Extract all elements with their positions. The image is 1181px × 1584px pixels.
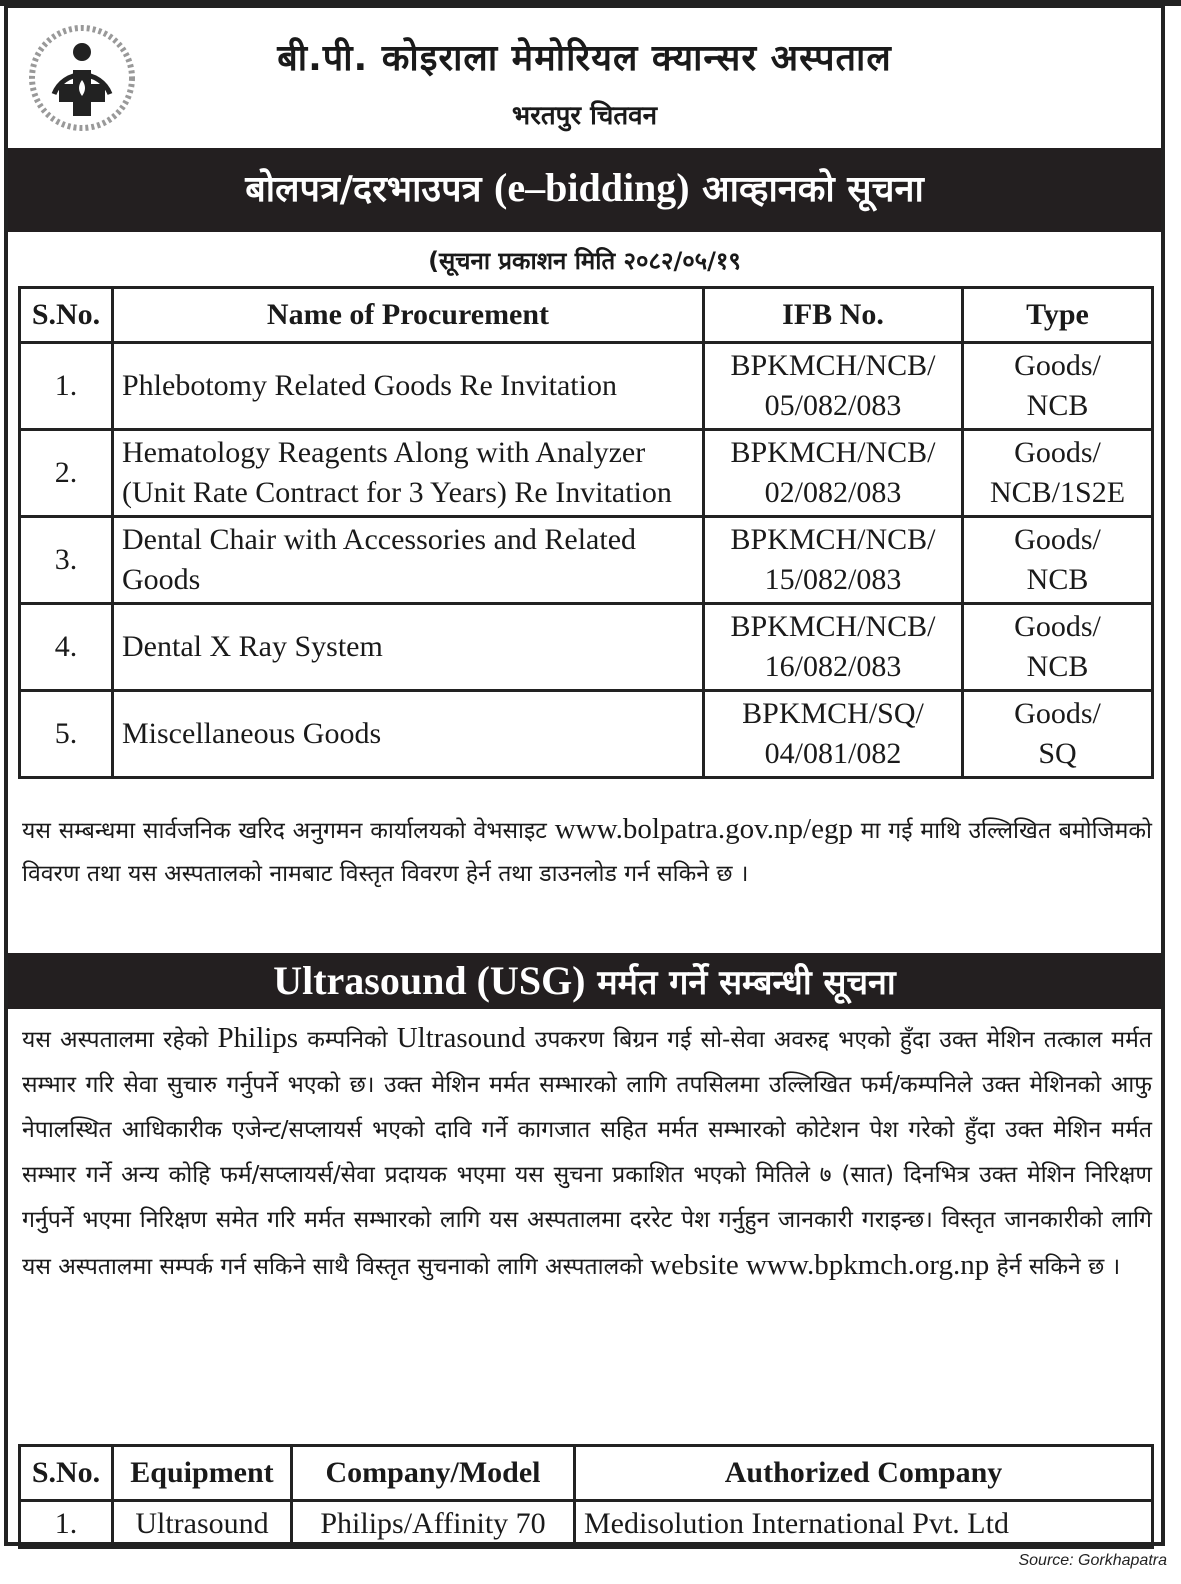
type-line-2: NCB — [1026, 650, 1089, 683]
type-line-1: Goods/ — [1014, 436, 1101, 469]
table-row — [20, 1501, 1153, 1548]
cell-sno: 4. — [20, 604, 113, 691]
header-ifb-no: IFB No. — [704, 288, 963, 343]
cell-type — [963, 343, 1153, 430]
title-np-part1: बोलपत्र/दरभाउपत्र — [245, 169, 495, 210]
cell-sno: 1. — [20, 1501, 113, 1548]
ifb-line-2: 16/082/083 — [764, 650, 902, 683]
title-np-part2: आव्हानको सूचना — [689, 169, 924, 210]
type-line-2: NCB/1S2E — [989, 476, 1126, 509]
paragraph-text: यस अस्पतालमा रहेको — [22, 1027, 218, 1053]
name-line-1: Hematology Reagents Along with Analyzer — [122, 436, 646, 469]
ifb-line-1: BPKMCH/NCB/ — [730, 436, 936, 469]
ifb-line-2: 04/081/082 — [764, 737, 902, 770]
ifb-line-1: BPKMCH/NCB/ — [730, 610, 936, 643]
ifb-line-2: 05/082/083 — [764, 389, 902, 422]
cell-sno: 1. — [20, 343, 113, 430]
type-line-1: Goods/ — [1014, 697, 1101, 730]
cell-company-model: Philips/Affinity 70 — [292, 1501, 575, 1548]
paragraph-text: कम्पनिको — [298, 1027, 397, 1053]
ifb-line-2: 15/082/083 — [764, 563, 902, 596]
cell-name: Phlebotomy Related Goods Re Invitation — [113, 343, 704, 430]
cell-sno: 2. — [20, 430, 113, 517]
publication-date: (सूचना प्रकाशन मिति २०८२/०५/१९ — [428, 247, 741, 275]
cell-type — [963, 517, 1153, 604]
cell-authorized-company: Medisolution International Pvt. Ltd — [575, 1501, 1153, 1548]
paragraph-text: यस सम्बन्धमा सार्वजनिक खरिद अनुगमन कार्यालयको वेभसाइट — [22, 818, 555, 844]
header — [8, 8, 1161, 145]
source-credit: Source: Gorkhapatra — [1018, 1552, 1167, 1569]
cell-equipment: Ultrasound — [113, 1501, 292, 1548]
ifb-line-1: BPKMCH/SQ/ — [742, 697, 924, 730]
ifb-line-1: BPKMCH/NCB/ — [730, 523, 936, 556]
header-type: Type — [963, 288, 1153, 343]
type-line-1: Goods/ — [1014, 349, 1101, 382]
cell-sno: 3. — [20, 517, 113, 604]
cell-ifb — [704, 604, 963, 691]
type-line-2: NCB — [1026, 563, 1089, 596]
table-row — [20, 343, 1153, 430]
paragraph-text: उपकरण बिग्रन गई सो-सेवा अवरुद्द भएको हुँदा उक्त मेशिन तत्काल मर्मत सम्भार गरि सेवा सुचारु गर्नुपर्ने भएको छ। उक्त मेशिन मर्मत सम्भारको लागि तपसिलमा उल्लिखित फर्म/कम्पनिले उक्त मेशिनको आफु नेपालस्थित आधिकारीक एजेन्ट/सप्लायर्स भएको दावि गर्ने कागजात सहित मर्मत सम्भारको कोटेशन पेश गरेको हुँदा उक्त मेशिन मर्मत सम्भार गर्ने अन्य कोहि फर्म/सप्लायर्स/सेवा प्रदायक भएमा यस सुचना प्रकाशित भएको मितिले ७ (सात) दिनभित्र उक्त मेशिन निरिक्षण गर्नुपर्ने भएमा निरिक्षण समेत गरि मर्मत सम्भारको लागि यस अस्पतालमा दररेट पेश गर्नुहुन जानकारी गराइन्छ। विस्तृत जानकारीको लागि यस अस्पतालमा सम्पर्क गर्न सकिने साथै विस्तृत सुचनाको लागि अस्पतालको — [22, 1027, 1152, 1280]
table-row — [20, 691, 1153, 778]
type-line-2: SQ — [1038, 737, 1077, 770]
title-en-part: Ultrasound (USG) — [273, 958, 586, 1003]
name-line-1: Dental Chair with Accessories and Related — [122, 523, 637, 556]
type-line-1: Goods/ — [1014, 523, 1101, 556]
cell-ifb — [704, 517, 963, 604]
cell-ifb — [704, 343, 963, 430]
name-line-2: (Unit Rate Contract for 3 Years) Re Invitation — [122, 476, 672, 509]
ebidding-notice-title — [8, 148, 1161, 232]
procurement-table — [18, 286, 1154, 779]
hospital-website-link[interactable]: website www.bpkmch.org.np — [650, 1249, 990, 1281]
paragraph-text: हेर्न सकिने छ । — [989, 1254, 1121, 1280]
equipment-table — [18, 1444, 1154, 1549]
header-procurement-name: Name of Procurement — [113, 288, 704, 343]
title-en-part: (e–bidding) — [494, 165, 690, 210]
cell-type — [963, 604, 1153, 691]
brand-text: Philips — [217, 1022, 299, 1054]
header-company-model: Company/Model — [292, 1446, 575, 1501]
table-row — [20, 604, 1153, 691]
table-row — [20, 430, 1153, 517]
name-line-2: Goods — [122, 563, 201, 596]
hospital-name: बी.पी. कोइराला मेमोरियल क्यान्सर अस्पताल — [277, 38, 892, 79]
type-line-2: NCB — [1026, 389, 1089, 422]
ifb-line-1: BPKMCH/NCB/ — [730, 349, 936, 382]
cell-ifb — [704, 430, 963, 517]
notice-frame — [4, 4, 1165, 1546]
cell-sno: 5. — [20, 691, 113, 778]
header-sno: S.No. — [20, 1446, 113, 1501]
equipment-text: Ultrasound — [396, 1022, 526, 1054]
cell-name — [113, 517, 704, 604]
ebidding-paragraph — [22, 808, 1152, 896]
bolpatra-link[interactable]: www.bolpatra.gov.np/egp — [554, 813, 853, 845]
cell-name: Miscellaneous Goods — [113, 691, 704, 778]
hospital-location: भरतपुर चितवन — [511, 101, 658, 131]
cell-ifb — [704, 691, 963, 778]
header-sno: S.No. — [20, 288, 113, 343]
table-header-row — [20, 288, 1153, 343]
cell-type — [963, 691, 1153, 778]
ultrasound-paragraph — [22, 1016, 1152, 1290]
cell-name — [113, 430, 704, 517]
paragraph-text: मा गई माथि उल्लिखित बमोजिमको विवरण तथा यस अस्पतालको नामबाट विस्तृत विवरण हेर्न तथा डाउनलोड गर्न सकिने छ । — [22, 818, 1152, 887]
title-np-part: मर्मत गर्ने सम्बन्धी सूचना — [585, 963, 896, 1003]
ifb-line-2: 02/082/083 — [764, 476, 902, 509]
cell-type — [963, 430, 1153, 517]
header-equipment: Equipment — [113, 1446, 292, 1501]
type-line-1: Goods/ — [1014, 610, 1101, 643]
ultrasound-notice-title — [8, 953, 1161, 1009]
header-authorized-company: Authorized Company — [575, 1446, 1153, 1501]
table-header-row — [20, 1446, 1153, 1501]
cell-name: Dental X Ray System — [113, 604, 704, 691]
table-row — [20, 517, 1153, 604]
